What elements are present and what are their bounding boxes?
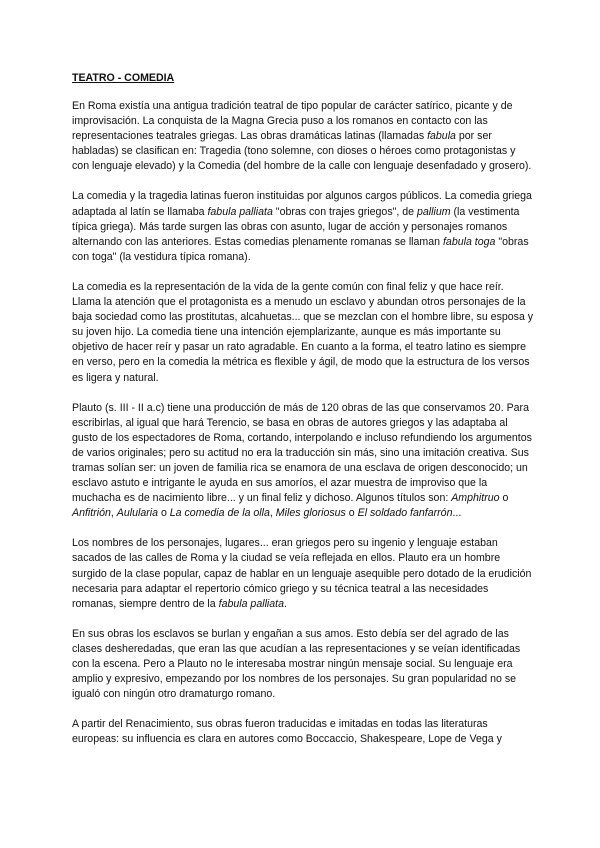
- text-run: .: [284, 597, 287, 610]
- body-paragraph: [72, 280, 534, 386]
- text-run: (la vestimenta típica griega). Más tarde surgen las obras con asunto, lugar de acción y personajes romanos alternando con las anteriores. Estas comedias plenamente romanas se llaman: [72, 205, 520, 248]
- text-run: ,: [110, 507, 117, 520]
- italic-text: fabula toga: [442, 235, 496, 248]
- text-run: "obras con trajes griegos", de: [272, 205, 417, 218]
- italic-text: Amphitruo: [451, 492, 500, 505]
- italic-text: Miles gloriosus: [275, 507, 346, 520]
- paragraph-list: [72, 99, 534, 747]
- text-run: o: [345, 507, 358, 520]
- italic-text: fabula: [427, 130, 456, 143]
- body-paragraph: [72, 189, 534, 264]
- text-run: "obras con toga" (la vestidura típica romana).: [72, 235, 529, 263]
- italic-text: fabula palliata: [207, 205, 273, 218]
- text-run: o: [499, 492, 509, 505]
- italic-text: El soldado fanfarrón: [357, 507, 453, 520]
- text-run: o: [158, 507, 170, 520]
- italic-text: La comedia de la olla: [169, 507, 270, 520]
- text-run: A partir del Renacimiento, sus obras fueron traducidas e imitadas en todas las literaturas europeas: su influencia es clara en autores como Boccaccio, Shakespeare, Lope de Vega y: [72, 718, 502, 746]
- body-paragraph: [72, 627, 534, 702]
- text-run: Los nombres de los personajes, lugares... eran griegos pero su ingenio y lenguaje estaban sacados de las calles de Roma y la ciudad se veía reflejada en ellos. Plauto era un hombre surgido de la clase popular, capaz de hablar en un lenguaje asequible pero dotado de la erudición necesaria para adaptar el repertorio cómico griego y su técnica teatral a las necesidades romanas, siempre dentro de la: [72, 537, 532, 610]
- text-run: por ser habladas) se clasifican en: Tragedia (tono solemne, con dioses o héroes como protagonistas y con lenguaje elevado) y la Comedia (del hombre de la calle con lenguaje desenfadado y grosero).: [72, 130, 532, 173]
- text-run: La comedia y la tragedia latinas fueron instituidas por algunos cargos públicos. La comedia griega adaptada al latín se llamaba: [72, 190, 532, 218]
- text-run: ,: [269, 507, 276, 520]
- text-run: La comedia es la representación de la vida de la gente común con final feliz y que hace reír. Llama la atención que el protagonista es a menudo un esclavo y abundan otros personajes de la baja sociedad como las prostitutas, alcahuetas... que se mezclan con el hombre libre, su esposa y su joven hijo. La comedia tiene una intención ejemplarizante, aunque es más importante su objetivo de hacer reír y pasar un rato agradable. En cuanto a la forma, el teatro latino es siempre en verso, pero en la comedia la métrica es flexible y ágil, de modo que la estructura de los versos es ligera y natural.: [72, 280, 534, 384]
- body-paragraph: [72, 99, 534, 174]
- body-paragraph: [72, 717, 534, 747]
- document-title: TEATRO - COMEDIA: [72, 72, 175, 84]
- body-paragraph: [72, 536, 534, 611]
- text-run: ...: [452, 507, 462, 520]
- italic-text: pallium: [417, 205, 451, 218]
- body-paragraph: [72, 401, 534, 522]
- text-run: En sus obras los esclavos se burlan y engañan a sus amos. Esto debía ser del agrado de las clases desheredadas, que eran las que acudían a las representaciones y se veían identificadas con la escena. Pero a Plauto no le interesaba mostrar ningún mensaje social. Su lenguaje era amplio y expresivo, empezando por los nombres de los personajes. Su gran popularidad no se igualó con ningún otro dramaturgo romano.: [72, 627, 521, 701]
- document-page: [72, 71, 534, 762]
- text-run: Plauto (s. III - II a.c) tiene una producción de más de 120 obras de las que conservamos 20. Para escribirlas, al igual que hará Terencio, se basa en obras de autores griegos y las adaptaba al gusto de los espectadores de Roma, cortando, interpolando e incluso refundiendo los argumentos de varios originales; pero su actitud no era la traducción sin más, sino una imitación creativa. Sus tramas solían ser: un joven de familia rica se enamora de una esclava de origen desconocido; un esclavo astuto e intrigante le ayuda en sus amoríos, el azar muestra de improviso que la muchacha es de nacimiento libre... y un final feliz y dichoso. Algunos títulos son:: [72, 401, 532, 505]
- text-run: En Roma existía una antigua tradición teatral de tipo popular de carácter satírico, picante y de improvisación. La conquista de la Magna Grecia puso a los romanos en contacto con las representaciones teatrales griegas. Las obras dramáticas latinas (llamadas: [72, 100, 513, 143]
- italic-text: Aulularia: [116, 507, 158, 520]
- italic-text: Anfitrión: [72, 507, 111, 520]
- italic-text: fabula palliata: [218, 597, 285, 610]
